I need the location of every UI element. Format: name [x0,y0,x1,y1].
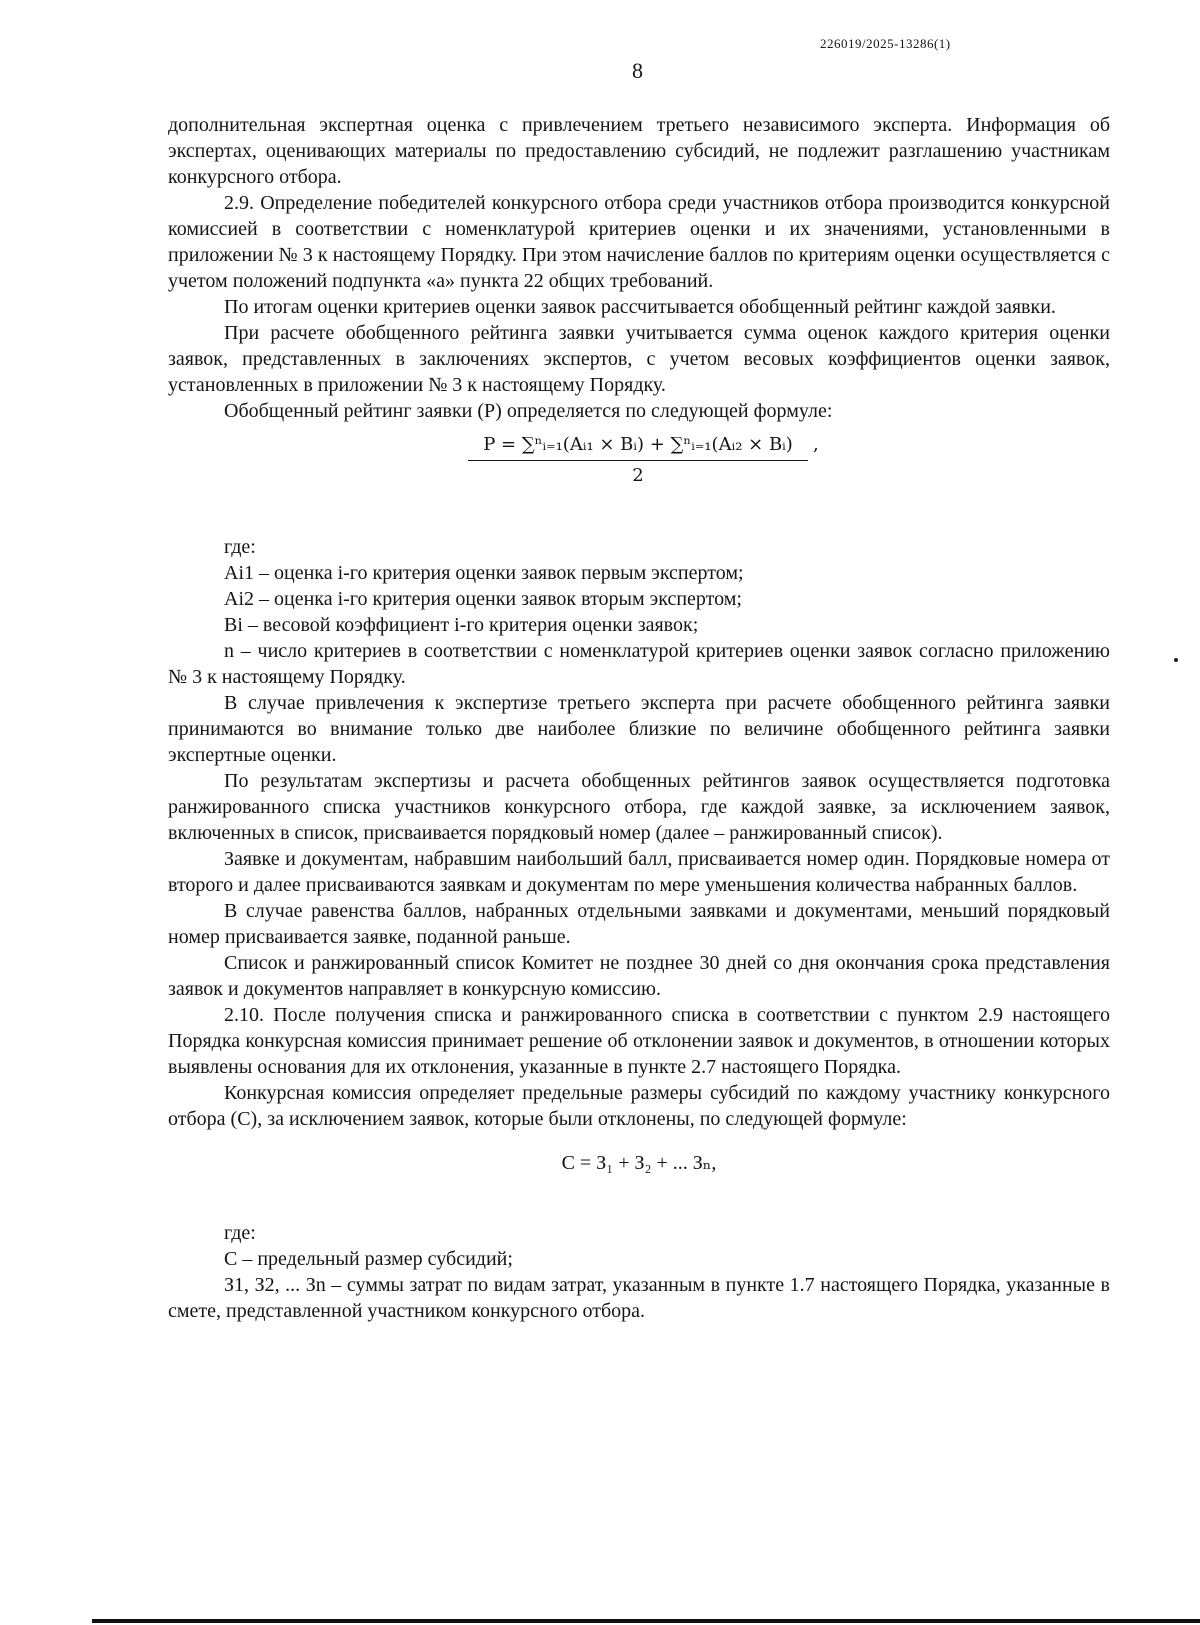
definition-b: Bi – весовой коэффициент i-го критерия оценки заявок; [224,614,699,636]
definition-a2: Ai2 – оценка i-го критерия оценки заявок вторым экспертом; [224,588,742,610]
rating-formula-denominator: 2 [632,465,644,486]
paragraph-rating-calc: При расчете обобщенного рейтинга заявки учитывается сумма оценок каждого критерия оценки заявок, представленных в заключениях экспертов, с учетом весовых коэффициентов оценки заявок, установленных в приложении № 3 к настоящему Порядку. [168,322,1110,396]
where-label-2: где: [224,1222,256,1244]
paragraph-third-expert: В случае привлечения к экспертизе третьего эксперта при расчете обобщенного рейтинга заявки принимаются во внимание только две наиболее близкие по величине обобщенного рейтинга заявки экспертные оценки. [168,692,1110,766]
paragraph-ranked-list: По результатам экспертизы и расчета обобщенных рейтингов заявок осуществляется подготовка ранжированного списка участников конкурсного отбора, где каждой заявке, за исключением заявок, включенных в список, присваивается порядковый номер (далее – ранжированный список). [168,770,1110,844]
paragraph-committee-deadline: Список и ранжированный список Комитет не позднее 30 дней со дня окончания срока представления заявок и документов направляет в конкурсную комиссию. [168,952,1110,1000]
rating-formula-comma: , [813,434,819,455]
definition-z: З1, З2, ... Зn – суммы затрат по видам затрат, указанным в пункте 1.7 настоящего Порядка, указанные в смете, представленной участником конкурсного отбора. [168,1274,1110,1322]
rating-formula-fraction [468,432,808,489]
rating-formula-numerator: P = ∑ⁿᵢ₌₁(Aᵢ₁ × Bᵢ) + ∑ⁿᵢ₌₁(Aᵢ₂ × Bᵢ) [468,432,808,461]
definition-c: C – предельный размер субсидий; [224,1248,513,1270]
paragraph-equal-scores: В случае равенства баллов, набранных отдельными заявками и документами, меньший порядковый номер присваивается заявке, поданной раньше. [168,900,1110,948]
document-id: 226019/2025-13286(1) [820,36,951,51]
subsidy-formula: C = З₁ + З₂ + ... Зₙ, [561,1152,717,1174]
paragraph-expert-info: дополнительная экспертная оценка с привлечением третьего независимого эксперта. Информация об экспертах, оценивающих материалы по предоставлению субсидий, не подлежит разглашению участникам конкурсного отбора. [168,114,1110,188]
paragraph-numbering: Заявке и документам, набравшим наибольший балл, присваивается номер один. Порядковые номера от второго и далее присваиваются заявкам и документам по мере уменьшения количества набранных баллов. [168,848,1110,896]
rating-formula [168,432,1110,514]
paragraph-2-9: 2.9. Определение победителей конкурсного отбора среди участников отбора производится конкурсной комиссией в соответствии с номенклатурой критериев оценки и их значениями, установленными в приложении № 3 к настоящему Порядку. При этом начисление баллов по критериям оценки осуществляется с учетом положений подпункта «а» пункта 22 общих требований. [168,192,1110,292]
document-body [168,112,1110,1324]
paragraph-rating-summary: По итогам оценки критериев оценки заявок рассчитывается обобщенный рейтинг каждой заявки. [224,296,1056,318]
definition-n: n – число критериев в соответствии с номенклатурой критериев оценки заявок согласно приложению № 3 к настоящему Порядку. [168,640,1110,688]
where-label-1: где: [224,536,256,558]
scan-dot-mark [1174,658,1178,662]
paragraph-2-10: 2.10. После получения списка и ранжированного списка в соответствии с пунктом 2.9 настоящего Порядка конкурсная комиссия принимает решение об отклонении заявок и документов, в отношении которых выявлены основания для их отклонения, указанные в пункте 2.7 настоящего Порядка. [168,1004,1110,1078]
paragraph-subsidy-limits: Конкурсная комиссия определяет предельные размеры субсидий по каждому участнику конкурсного отбора (C), за исключением заявок, которые были отклонены, по следующей формуле: [168,1082,1110,1130]
page-number: 8 [632,58,643,83]
definition-a1: Ai1 – оценка i-го критерия оценки заявок первым экспертом; [224,562,744,584]
scan-bottom-edge [92,1619,1200,1623]
paragraph-rating-formula-intro: Обобщенный рейтинг заявки (P) определяется по следующей формуле: [224,400,833,422]
